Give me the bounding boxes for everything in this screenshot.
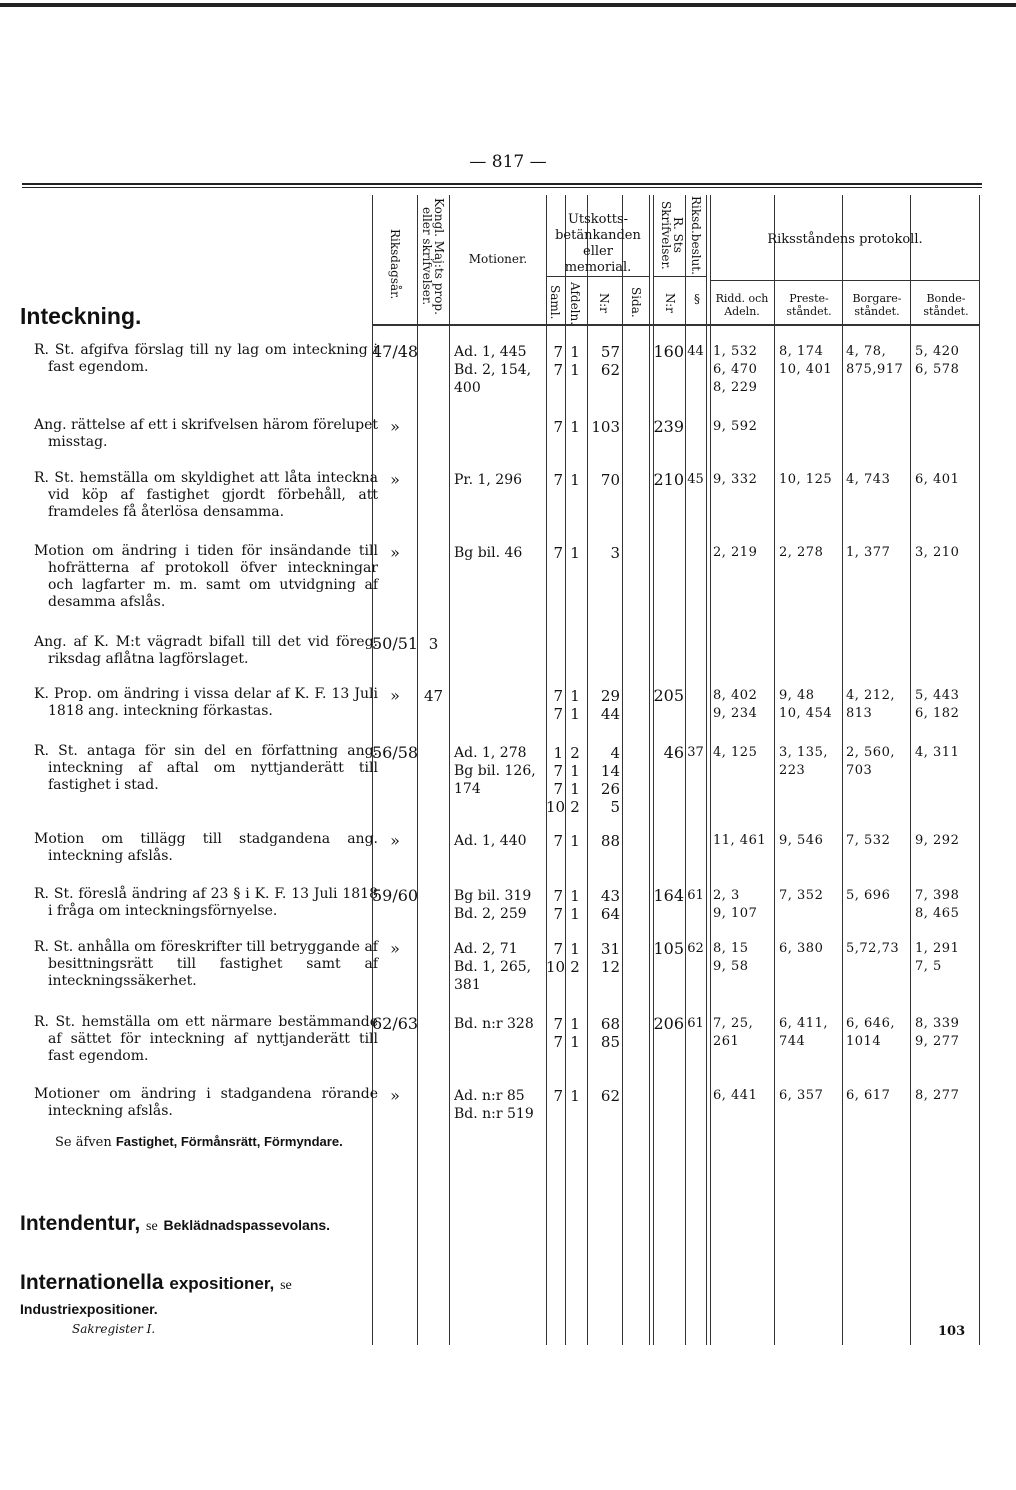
entry-bonde: 7, 398 8, 465	[915, 888, 960, 921]
see-also-refs: Fastighet, Förmånsrätt, Förmyndare.	[115, 1134, 343, 1149]
header-riksd-sida: §	[694, 292, 700, 306]
col-line	[842, 195, 843, 1345]
internationella-ref: Industriexpositioner.	[20, 1301, 158, 1317]
col-line	[910, 195, 911, 1345]
entry-rs: 105	[653, 939, 684, 958]
entry-saml: 7 7	[553, 687, 563, 723]
entry-bonde: 8, 339 9, 277	[915, 1016, 960, 1049]
entry-year: 47/48	[372, 342, 419, 361]
col-line	[449, 195, 450, 1345]
entry-motion: Ad. 2, 71 Bd. 1, 265, 381	[454, 941, 532, 993]
entry-afd: 1 1	[570, 887, 580, 923]
entry-para: 44	[687, 344, 704, 359]
see-also-prefix: Se äfven	[55, 1135, 112, 1150]
entry-ridd: 9, 592	[713, 419, 758, 434]
entry-motion: Pr. 1, 296	[454, 472, 523, 488]
entry-description: Motioner om ändring i stadgandena rörande inteckning afslås.	[34, 1086, 378, 1119]
entry-rs: 160	[653, 342, 684, 361]
entry-ridd: 7, 25, 261	[713, 1016, 754, 1049]
entry-saml: 7 10	[546, 940, 566, 976]
table-top-rule	[22, 183, 982, 185]
see-also	[55, 1133, 365, 1151]
entry-year: 59/60	[372, 886, 419, 905]
entry-year: »	[390, 470, 400, 489]
entry-para: 61	[687, 888, 704, 903]
entry-rs: 210	[653, 470, 684, 489]
entry-nr: 29 44	[600, 687, 620, 723]
entry-para: 61	[687, 1016, 704, 1031]
entry-rs: 164	[653, 886, 684, 905]
entry-rs: 206	[653, 1014, 684, 1033]
entry-saml: 7 7	[553, 1015, 563, 1051]
entry-year: »	[390, 831, 400, 850]
header-sida: Sida.	[629, 286, 643, 318]
intendentur-se: se	[146, 1219, 158, 1234]
header-kongl-prop: Kongl. Maj:ts prop. eller skrifvelser.	[420, 197, 446, 315]
entry-description: R. St. anhålla om föreskrifter till betryggande af besittningsrätt till fastighet samt af inteckningssäkerhet.	[34, 939, 378, 989]
entry-prest: 9, 48 10, 454	[779, 688, 833, 721]
header-saml: Saml.	[548, 284, 562, 320]
section-title: Inteckning.	[20, 303, 142, 329]
entry-year: »	[390, 543, 400, 562]
header-riksd-beslut: Riksd.beslut.	[689, 196, 703, 275]
entry-year: »	[390, 417, 400, 436]
header-bottom-rule	[372, 324, 979, 326]
entry-description: R. St. hemställa om ett närmare bestämmande af sättet för inteckning af nyttjanderätt till fast egendom.	[34, 1014, 378, 1064]
header-prest: Preste-ståndet.	[786, 292, 832, 318]
page-number: — 817 —	[469, 152, 547, 172]
entry-nr: 31 12	[600, 940, 620, 976]
entry-year: 62/63	[372, 1014, 419, 1033]
col-line	[774, 195, 775, 1345]
entry-para: 37	[687, 745, 704, 760]
section-intendentur	[20, 1212, 330, 1236]
top-border	[0, 3, 1016, 7]
entry-motion: Ad. n:r 85 Bd. n:r 519	[454, 1088, 534, 1122]
col-line	[417, 195, 418, 1345]
entry-afd: 1	[570, 471, 580, 489]
col-line	[653, 195, 654, 1345]
entry-nr: 70	[600, 471, 620, 489]
entry-borg: 5, 696	[846, 888, 891, 903]
entry-prest: 6, 411, 744	[779, 1016, 828, 1049]
entry-ridd: 2, 3 9, 107	[713, 888, 758, 921]
intendentur-ref: Beklädnadspassevolans.	[163, 1217, 331, 1233]
entry-description: Ang. rättelse af ett i skrifvelsen härom förelupet misstag.	[34, 417, 378, 450]
footer-register: Sakregister I.	[72, 1322, 156, 1336]
header-rsts-nr: N:r	[663, 293, 677, 313]
entry-borg: 1, 377	[846, 545, 891, 560]
internationella-se: se	[280, 1278, 292, 1293]
entry-ridd: 1, 532 6, 470 8, 229	[713, 344, 758, 395]
entry-year: 50/51	[372, 634, 419, 653]
entry-description: K. Prop. om ändring i vissa delar af K. F. 13 Juli 1818 ang. inteckning förkastas.	[34, 686, 378, 719]
col-line	[706, 195, 707, 1345]
entry-afd: 1 2	[570, 940, 580, 976]
header-borg: Borgare-ståndet.	[852, 292, 902, 318]
entry-afd: 1	[570, 1087, 580, 1105]
header-subrule	[546, 276, 649, 277]
col-line	[649, 195, 650, 1345]
entry-prop: 3	[428, 635, 439, 653]
entry-rs: 205	[653, 686, 684, 705]
entry-description: R. St. hemställa om skyldighet att låta inteckna vid köp af fastighet gjordt förbehåll, att framdeles få återlösa densamma.	[34, 470, 378, 520]
entry-year: »	[390, 939, 400, 958]
entry-motion: Ad. 1, 445 Bd. 2, 154, 400	[454, 344, 532, 396]
entry-prest: 9, 546	[779, 833, 824, 848]
header-utskotts: Utskotts-betänkanden eller memorial.	[555, 212, 641, 275]
entry-borg: 4, 78, 875,917	[846, 344, 904, 377]
entry-bonde: 4, 311	[915, 745, 960, 760]
entry-year: 56/58	[372, 743, 419, 762]
entry-motion: Bd. n:r 328	[454, 1016, 534, 1032]
entry-saml: 7	[553, 832, 563, 850]
entry-nr: 68 85	[600, 1015, 620, 1051]
table-top-rule-2	[22, 187, 982, 188]
header-nr: N:r	[597, 293, 611, 313]
entry-para: 45	[687, 472, 704, 487]
entry-para: 62	[687, 941, 704, 956]
footer-page: 103	[938, 1324, 966, 1339]
header-rsts: R. Sts Skrifvelser.	[659, 200, 685, 270]
entry-nr: 3	[610, 544, 620, 562]
entry-afd: 1	[570, 418, 580, 436]
header-motioner: Motioner.	[468, 252, 528, 266]
entry-prest: 3, 135, 223	[779, 745, 828, 778]
section-internationella	[20, 1272, 370, 1320]
entry-borg: 6, 617	[846, 1088, 891, 1103]
header-ridd: Ridd. och Adeln.	[715, 292, 769, 318]
entry-saml: 7	[553, 544, 563, 562]
internationella-rest: expositioner,	[169, 1274, 275, 1293]
entry-afd: 1	[570, 544, 580, 562]
header-protokoll: Riksståndens protokoll.	[767, 232, 923, 247]
entry-afd: 1 1	[570, 1015, 580, 1051]
entry-bonde: 9, 292	[915, 833, 960, 848]
entry-ridd: 4, 125	[713, 745, 758, 760]
entry-afd: 2 1 1 2	[570, 744, 580, 816]
entry-rs: 239	[653, 417, 684, 436]
entry-prest: 8, 174 10, 401	[779, 344, 833, 377]
header-subrule	[710, 280, 979, 281]
entry-saml: 7 7	[553, 343, 563, 379]
entry-description: R. St. antaga för sin del en författning ang. inteckning af aftal om nyttjanderätt till fastighet i stad.	[34, 743, 378, 793]
entry-saml: 7	[553, 471, 563, 489]
entry-afd: 1	[570, 832, 580, 850]
entry-ridd: 6, 441	[713, 1088, 758, 1103]
entry-nr: 88	[600, 832, 620, 850]
entry-year: »	[390, 1086, 400, 1105]
entry-saml: 7	[553, 1087, 563, 1105]
header-bonde: Bonde-ståndet.	[923, 292, 969, 318]
entry-nr: 4 14 26 5	[600, 744, 620, 816]
entry-afd: 1 1	[570, 343, 580, 379]
entry-bonde: 8, 277	[915, 1088, 960, 1103]
entry-year: »	[390, 686, 400, 705]
header-subrule	[653, 276, 706, 277]
internationella-title: Internationella	[20, 1271, 164, 1294]
entry-bonde: 5, 420 6, 578	[915, 344, 960, 377]
col-line	[979, 195, 980, 1345]
header-riksdagsar: Riksdagsår.	[388, 228, 402, 300]
entry-bonde: 3, 210	[915, 545, 960, 560]
entry-prest: 2, 278	[779, 545, 824, 560]
entry-borg: 6, 646, 1014	[846, 1016, 895, 1049]
entry-afd: 1 1	[570, 687, 580, 723]
entry-borg: 7, 532	[846, 833, 891, 848]
entry-nr: 103	[591, 418, 620, 436]
entry-ridd: 8, 402 9, 234	[713, 688, 758, 721]
col-line	[710, 195, 711, 1345]
entry-description: R. St. afgifva förslag till ny lag om inteckning i fast egendom.	[34, 342, 378, 375]
entry-borg: 2, 560, 703	[846, 745, 895, 778]
entry-prop: 47	[423, 687, 444, 705]
entry-motion: Ad. 1, 440	[454, 833, 527, 849]
entry-description: Motion om ändring i tiden för insändande till hofrätterna af protokoll öfver inteckningar och lagfarter m. m. samt om utvidgning af desamma afslås.	[34, 543, 378, 610]
entry-nr: 43 64	[600, 887, 620, 923]
entry-bonde: 6, 401	[915, 472, 960, 487]
entry-ridd: 11, 461	[713, 833, 767, 848]
entry-description: Motion om tillägg till stadgandena ang. inteckning afslås.	[34, 831, 378, 864]
entry-ridd: 9, 332	[713, 472, 758, 487]
col-line	[622, 195, 623, 1345]
entry-saml: 7 7	[553, 887, 563, 923]
entry-prest: 7, 352	[779, 888, 824, 903]
entry-prest: 10, 125	[779, 472, 833, 487]
entry-prest: 6, 357	[779, 1088, 824, 1103]
entry-borg: 4, 743	[846, 472, 891, 487]
entry-borg: 5,72,73	[846, 941, 900, 956]
entry-ridd: 2, 219	[713, 545, 758, 560]
entry-bonde: 5, 443 6, 182	[915, 688, 960, 721]
entry-saml: 7	[553, 418, 563, 436]
intendentur-title: Intendentur,	[20, 1212, 141, 1235]
entry-ridd: 8, 15 9, 58	[713, 941, 749, 974]
col-line	[685, 195, 686, 1345]
entry-prest: 6, 380	[779, 941, 824, 956]
entry-nr: 62	[600, 1087, 620, 1105]
entry-borg: 4, 212, 813	[846, 688, 895, 721]
header-afdeln: Afdeln.	[568, 282, 582, 326]
entry-saml: 1 7 7 10	[546, 744, 566, 816]
entry-bonde: 1, 291 7, 5	[915, 941, 960, 974]
entry-rs: 46	[663, 743, 684, 762]
entry-motion: Bg bil. 319 Bd. 2, 259	[454, 888, 532, 922]
entry-motion: Bg bil. 46	[454, 545, 523, 561]
entry-nr: 57 62	[600, 343, 620, 379]
entry-description: R. St. föreslå ändring af 23 § i K. F. 13 Juli 1818 i fråga om inteckningsförnyelse.	[34, 886, 378, 919]
entry-motion: Ad. 1, 278 Bg bil. 126, 174	[454, 745, 536, 797]
entry-description: Ang. af K. M:t vägradt bifall till det vid föreg. riksdag aflåtna lagförslaget.	[34, 634, 378, 667]
